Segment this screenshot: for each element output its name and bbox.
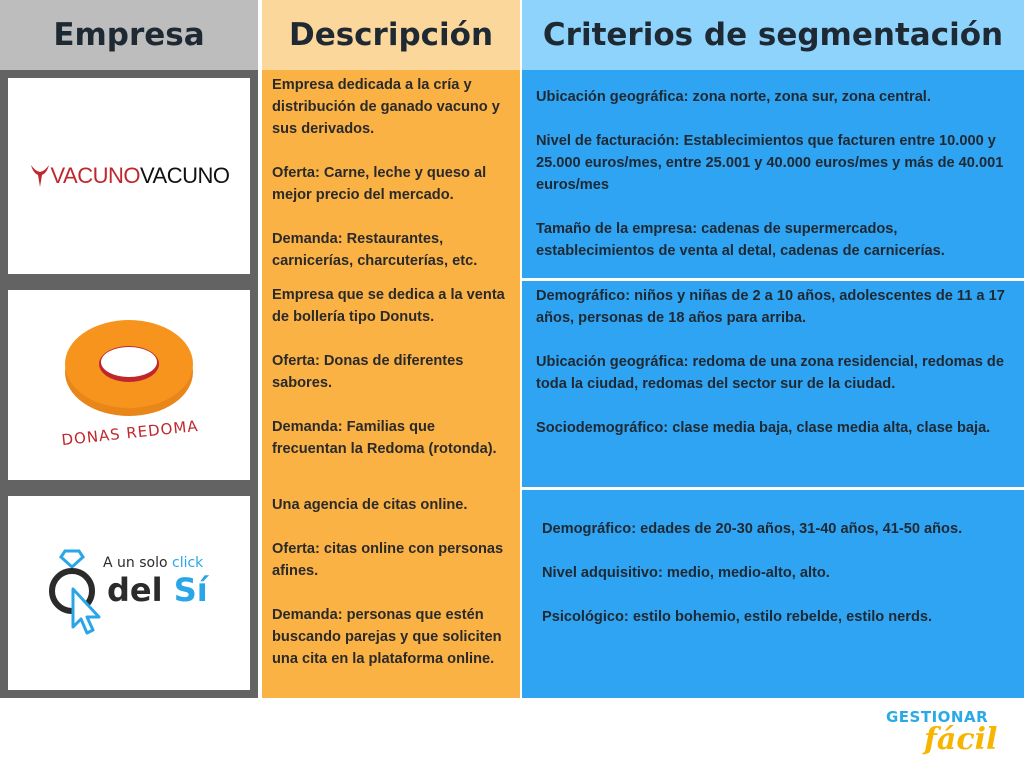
desc-donas-intro: Empresa que se dedica a la venta de bollería tipo Donuts.: [272, 287, 505, 325]
logo-box-donas: [8, 290, 250, 480]
desc-donas-demanda: Demanda: Familias que frecuentan la Redoma (rotonda).: [272, 419, 497, 457]
click-del-si-logo: [49, 543, 209, 643]
crit-click-3: Psicológico: estilo bohemio, estilo rebelde, estilo nerds.: [542, 609, 933, 625]
desc-click-demanda: Demanda: personas que estén buscando parejas y que soliciten una cita en la plataforma online.: [272, 607, 502, 667]
desc-vacuno-demanda: Demanda: Restaurantes, carnicerías, charcuterías, etc.: [272, 231, 478, 269]
crit-vacuno-1: Ubicación geográfica: zona norte, zona sur, zona central.: [536, 89, 931, 105]
header-descripcion-label: Descripción: [288, 17, 494, 53]
logo-cell-click: [0, 488, 258, 698]
desc-cell-vacuno: [262, 70, 520, 282]
crit-donas-2: Ubicación geográfica: redoma de una zona residencial, redomas de toda la ciudad, redomas del sector sur de la ciudad.: [536, 354, 1004, 392]
crit-click-2: Nivel adquisitivo: medio, medio-alto, alto.: [542, 565, 830, 581]
donas-logo-text: DONAS REDOMA: [60, 416, 200, 450]
logo-box-click: [8, 496, 250, 690]
vacuno-logo: [29, 163, 230, 189]
click-logo-line1: A un solo: [103, 555, 168, 571]
header-criterios: [522, 0, 1024, 70]
brand-bottom-text: fácil: [924, 722, 998, 757]
crit-donas-3: Sociodemográfico: clase media baja, clase media alta, clase baja.: [536, 420, 991, 436]
click-logo-click: click: [172, 555, 204, 571]
crit-click-1: Demográfico: edades de 20-30 años, 31-40 años, 41-50 años.: [542, 521, 963, 537]
desc-vacuno-intro: Empresa dedicada a la cría y distribución de ganado vacuno y sus derivados.: [272, 77, 500, 137]
header-descripcion: [262, 0, 520, 70]
logo-cell-donas: [0, 282, 258, 488]
crit-vacuno-2: Nivel de facturación: Establecimientos que facturen entre 10.000 y 25.000 euros/mes, entre 25.001 y 40.000 euros/mes y más de 40.001 euros/mes: [536, 133, 1004, 193]
desc-click-oferta: Oferta: citas online con personas afines.: [272, 541, 504, 579]
bull-horns-icon: [29, 163, 51, 189]
brand-top-text: GESTIONAR: [886, 708, 989, 726]
crit-cell-click: [522, 490, 1024, 698]
header-empresa: [0, 0, 258, 70]
click-logo-si: Sí: [173, 571, 208, 609]
gestionar-facil-logo: [880, 708, 1000, 764]
logo-box-vacuno: [8, 78, 250, 274]
crit-cell-donas: [522, 281, 1024, 487]
donas-logo: [59, 310, 199, 460]
crit-donas-1: Demográfico: niños y niñas de 2 a 10 años, adolescentes de 11 a 17 años, personas de 18 años para arriba.: [536, 288, 1005, 326]
vacuno-text-red: VACUNO: [50, 163, 140, 188]
click-logo-del: del: [107, 571, 163, 609]
donut-icon: [59, 310, 199, 420]
desc-cell-donas: [262, 282, 520, 488]
crit-vacuno-3: Tamaño de la empresa: cadenas de supermercados, establecimientos de venta al detal, cadenas de carnicerías.: [536, 221, 945, 259]
desc-cell-click: [262, 488, 520, 698]
vacuno-text-black: VACUNO: [140, 163, 230, 188]
header-empresa-label: Empresa: [53, 17, 205, 53]
ring-cursor-icon: [49, 547, 109, 639]
desc-vacuno-oferta: Oferta: Carne, leche y queso al mejor precio del mercado.: [272, 165, 487, 203]
desc-donas-oferta: Oferta: Donas de diferentes sabores.: [272, 353, 464, 391]
logo-cell-vacuno: [0, 70, 258, 282]
header-criterios-label: Criterios de segmentación: [542, 17, 1004, 53]
crit-cell-vacuno: [522, 70, 1024, 278]
desc-click-intro: Una agencia de citas online.: [272, 497, 468, 513]
